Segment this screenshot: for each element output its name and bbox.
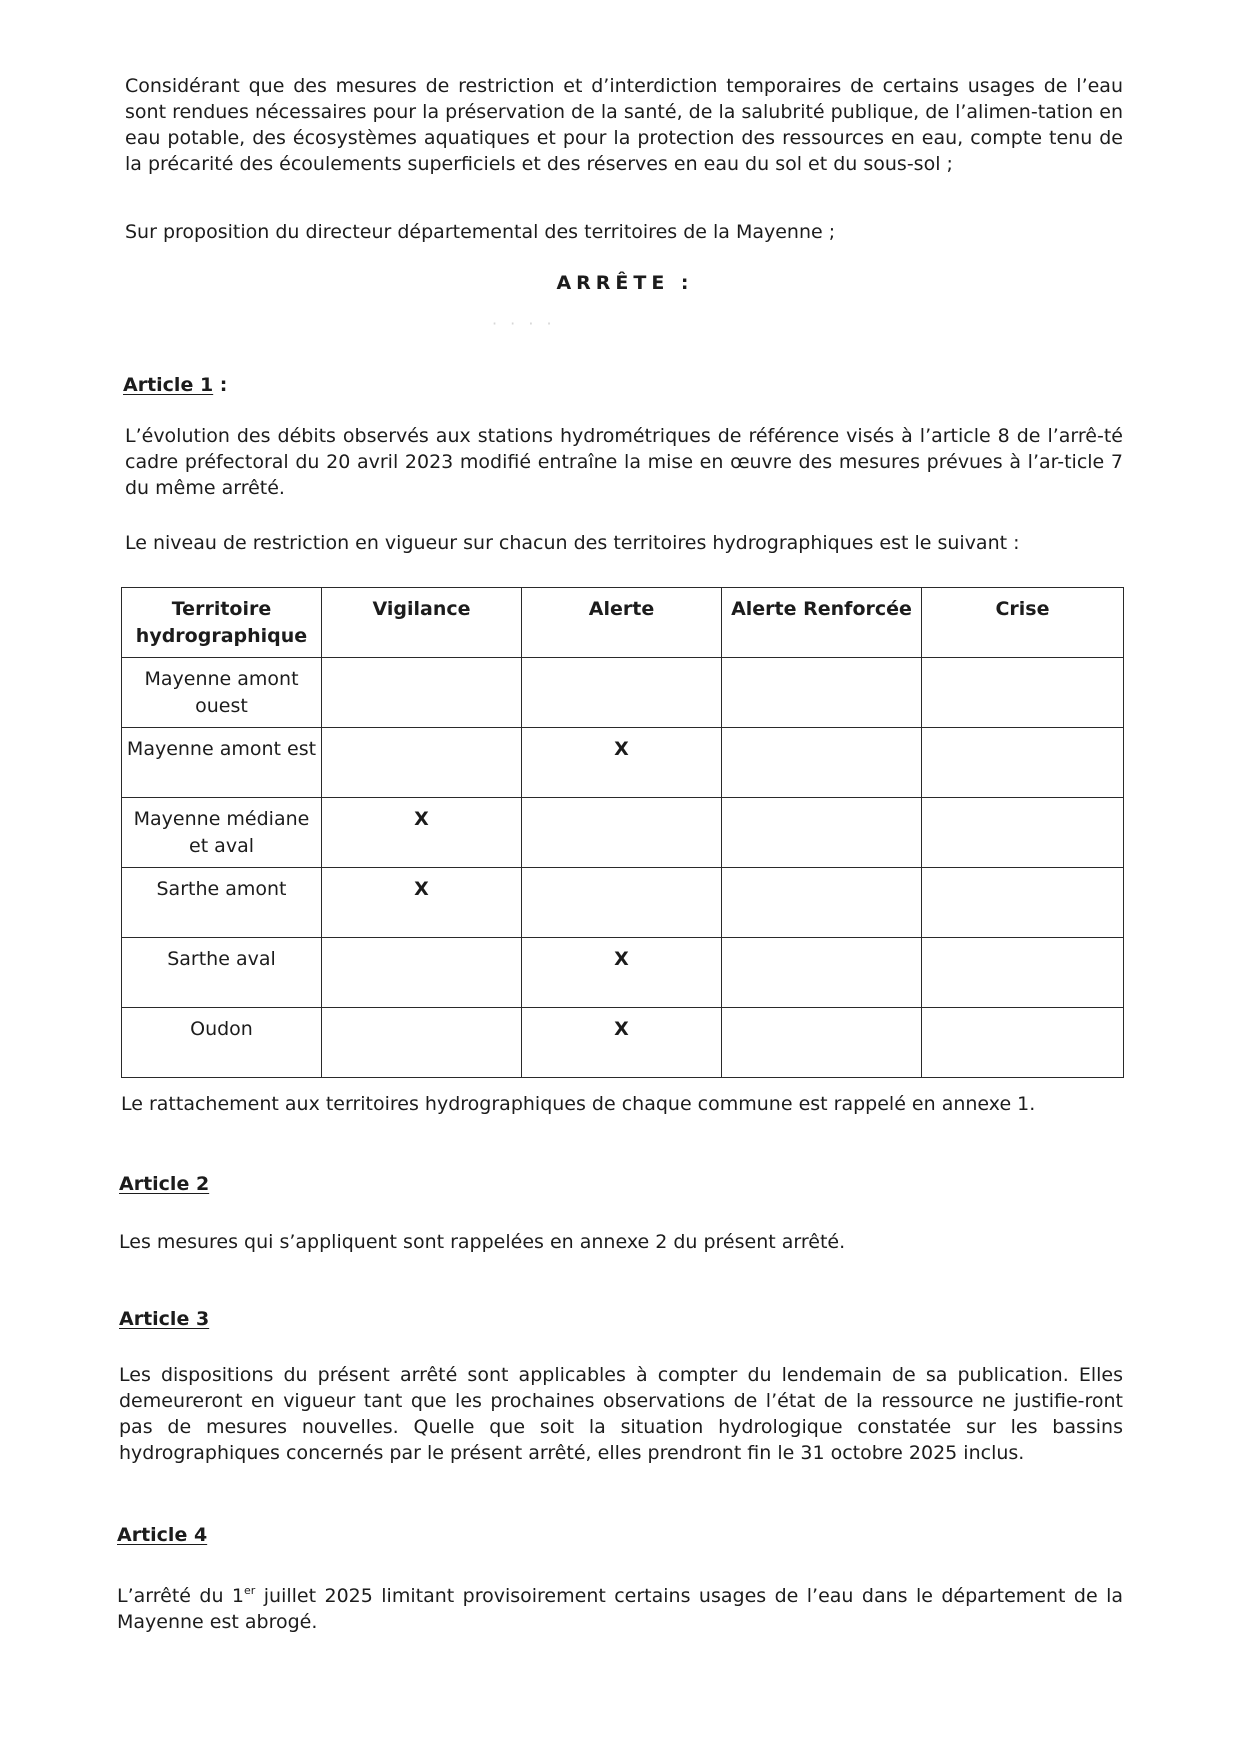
territory-cell: Mayenne médiane et aval [122,798,322,868]
table-row [122,1008,1124,1078]
article-4-paragraph [117,1578,1123,1635]
crise-cell [922,798,1124,868]
alerte-cell [522,658,722,728]
header-territoire: Territoire hydrographique [122,588,322,658]
article-3-label: Article 3 [119,1308,210,1330]
alerte-renforcee-cell [722,1008,922,1078]
table-row [122,868,1124,938]
vigilance-cell: X [322,868,522,938]
header-vigilance: Vigilance [322,588,522,658]
table-row [122,728,1124,798]
territory-cell: Sarthe amont [122,868,322,938]
article-3-heading [119,1308,209,1330]
alerte-renforcee-cell [722,798,922,868]
vigilance-cell [322,658,522,728]
table-row [122,798,1124,868]
article-2-paragraph: Les mesures qui s’appliquent sont rappelées en annexe 2 du présent arrêté. [119,1231,846,1253]
crise-cell [922,728,1124,798]
vigilance-cell [322,1008,522,1078]
article-4-text-start: L’arrêté du 1 [117,1585,245,1607]
article-1-label: Article 1 [123,374,214,396]
alerte-renforcee-cell [722,658,922,728]
proposition-paragraph: Sur proposition du directeur départemental des territoires de la Mayenne ; [125,221,836,243]
vigilance-cell [322,938,522,1008]
crise-cell [922,1008,1124,1078]
alerte-cell [522,868,722,938]
header-alerte-renforcee: Alerte Renforcée [722,588,922,658]
decree-title: ARRÊTE : [556,272,694,294]
table-row [122,938,1124,1008]
territory-cell: Mayenne amont est [122,728,322,798]
crise-cell [922,938,1124,1008]
article-1-paragraph-2: Le niveau de restriction en vigueur sur chacun des territoires hydrographiques est le suivant : [125,532,1020,554]
article-4-label: Article 4 [117,1524,208,1546]
table-header-row [122,588,1124,658]
alerte-renforcee-cell [722,728,922,798]
table-row [122,658,1124,728]
header-crise: Crise [922,588,1124,658]
alerte-renforcee-cell [722,938,922,1008]
article-1-heading [123,374,227,396]
article-3-paragraph: Les dispositions du présent arrêté sont applicables à compter du lendemain de sa publication. Elles demeureront en vigueur tant que les prochaines observations de l’état de la ressource ne justifie-ront pas de mesures nouvelles. Quelle que soit la situation hydrologique constatée sur les bassins hydrographiques concernés par le présent arrêté, elles prendront fin le 31 octobre 2025 inclus. [119,1364,1123,1464]
alerte-cell [522,798,722,868]
annex-1-note: Le rattachement aux territoires hydrographiques de chaque commune est rappelé en annexe 1. [121,1093,1036,1115]
vigilance-cell: X [322,798,522,868]
crise-cell [922,868,1124,938]
vigilance-cell [322,728,522,798]
alerte-cell: X [522,1008,722,1078]
article-1-paragraph-1: L’évolution des débits observés aux stations hydrométriques de référence visés à l’article 8 de l’arrê-té cadre préfectoral du 20 avril 2023 modifié entraîne la mise en œuvre des mesures prévues à l’ar-ticle 7 du même arrêté. [125,425,1123,499]
territory-cell: Mayenne amont ouest [122,658,322,728]
scan-artifact: · · · · [492,314,556,333]
header-alerte: Alerte [522,588,722,658]
territory-cell: Sarthe aval [122,938,322,1008]
article-2-heading [119,1173,209,1195]
article-1-colon: : [213,374,228,396]
considerant-paragraph: Considérant que des mesures de restriction et d’interdiction temporaires de certains usages de l’eau sont rendues nécessaires pour la préservation de la santé, de la salubrité publique, de l’alimen-tation en eau potable, des écosystèmes aquatiques et pour la protection des ressources en eau, compte tenu de la précarité des écoulements superficiels et des réserves en eau du sol et du sous-sol ; [125,75,1123,175]
territory-cell: Oudon [122,1008,322,1078]
article-4-heading [117,1524,207,1546]
crise-cell [922,658,1124,728]
restriction-levels-table [121,587,1124,1078]
ordinal-superscript: er [244,1584,256,1597]
article-4-text-end: juillet 2025 limitant provisoirement certains usages de l’eau dans le département de la Mayenne est abrogé. [117,1585,1123,1633]
alerte-cell: X [522,728,722,798]
article-2-label: Article 2 [119,1173,210,1195]
alerte-renforcee-cell [722,868,922,938]
alerte-cell: X [522,938,722,1008]
